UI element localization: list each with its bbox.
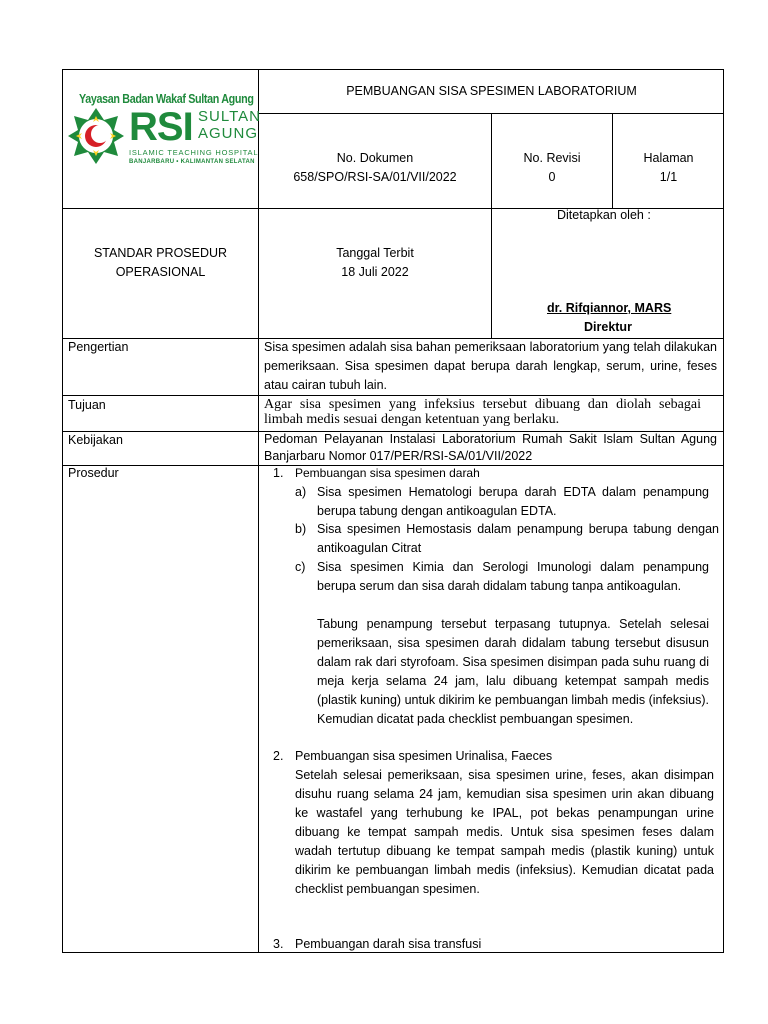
tujuan-text: Agar sisa spesimen yang infeksius tersebut dibuang dan diolah sebagai limbah medis sesuai dengan ketentuan yang berlaku. bbox=[264, 397, 701, 427]
step-title: Pembuangan sisa spesimen darah bbox=[295, 466, 480, 480]
logo-word-agung: AGUNG bbox=[198, 125, 259, 142]
signer-name: dr. Rifqiannor, MARS bbox=[547, 301, 672, 315]
set-by-label: Ditetapkan oleh : bbox=[557, 208, 651, 222]
prosedur-label: Prosedur bbox=[68, 466, 119, 480]
kebijakan-text: Pedoman Pelayanan Instalasi Laboratorium Rumah Sakit Islam Sultan Agung Banjarbaru Nomor 017/PER/RSI-SA/01/VII/2022 bbox=[264, 432, 717, 463]
doc-number-value: 658/SPO/RSI-SA/01/VII/2022 bbox=[293, 170, 457, 184]
step-paragraph: Setelah selesai pemeriksaan, sisa spesimen urine, feses, akan disimpan disuhu ruang selama 24 jam, kemudian sisa spesimen urin akan dibuang ke wastafel yang terhubung ke IPAL, pot bekas penampungan urine dibuang ke tempat sampah medis. Untuk sisa spesimen feses dalam wadah tertutup dibuang ke tempat sampah medis (plastik kuning) untuk dikirim ke pembuangan limbah medis (infeksius). Kemudian dicatat pada checklist pembuangan spesimen. bbox=[295, 768, 714, 896]
substep-text: Sisa spesimen Hemostasis dalam penampung berupa tabung dengan antikoagulan Citrat bbox=[317, 522, 719, 555]
revision-label: No. Revisi bbox=[523, 151, 581, 165]
grid-line bbox=[63, 395, 724, 396]
tujuan-label: Tujuan bbox=[68, 398, 106, 412]
step-number: 1. bbox=[273, 466, 284, 480]
spo-label-line2: OPERASIONAL bbox=[115, 265, 206, 279]
logo-tagline: ISLAMIC TEACHING HOSPITAL bbox=[129, 148, 259, 157]
document-title: PEMBUANGAN SISA SPESIMEN LABORATORIUM bbox=[346, 84, 637, 98]
substep-label: b) bbox=[295, 522, 307, 536]
revision-value: 0 bbox=[548, 170, 556, 184]
substep-paragraph: Tabung penampung tersebut terpasang tutupnya. Setelah selesai pemeriksaan, sisa spesimen darah didalam tabung tersebut disusun dalam rak dari styrofoam. Sisa spesimen disimpan pada suhu ruang di meja kerja selama 24 jam, lalu dibuang ketempat sampah medis (plastik kuning) untuk dikirim ke pembuangan limbah medis (infeksius). Kemudian dicatat pada checklist pembuangan spesimen. bbox=[317, 617, 709, 726]
step-number: 2. bbox=[273, 749, 284, 763]
kebijakan-label: Kebijakan bbox=[68, 433, 123, 447]
spo-document bbox=[62, 69, 724, 953]
crescent-star-emblem-icon bbox=[66, 106, 126, 166]
logo-mark: RSI bbox=[129, 105, 193, 149]
issue-date-label: Tanggal Terbit bbox=[336, 246, 414, 260]
page-value: 1/1 bbox=[659, 170, 678, 184]
step-title: Pembuangan sisa spesimen Urinalisa, Faeces bbox=[295, 749, 553, 763]
logo-word-sultan: SULTAN bbox=[198, 108, 261, 125]
substep-label: c) bbox=[295, 560, 306, 574]
page-label: Halaman bbox=[643, 151, 694, 165]
spo-label-line1: STANDAR PROSEDUR bbox=[93, 246, 228, 260]
pengertian-label: Pengertian bbox=[68, 340, 129, 354]
issue-date-value: 18 Juli 2022 bbox=[341, 265, 409, 279]
substep-text: Sisa spesimen Kimia dan Serologi Imunologi dalam penampung berupa serum dan sisa darah didalam tabung tanpa antikoagulan. bbox=[317, 560, 709, 593]
grid-line bbox=[258, 70, 259, 953]
step-number: 3. bbox=[273, 937, 284, 951]
substep-text: Sisa spesimen Hematologi berupa darah EDTA dalam penampung berupa tabung dengan antikoagulan EDTA. bbox=[317, 485, 709, 518]
logo-location: BANJARBARU • KALIMANTAN SELATAN bbox=[129, 159, 255, 165]
grid-line bbox=[491, 113, 492, 338]
doc-number-label: No. Dokumen bbox=[336, 151, 414, 165]
hospital-logo bbox=[66, 92, 261, 174]
substep-label: a) bbox=[295, 485, 307, 499]
logo-org-name: Yayasan Badan Wakaf Sultan Agung bbox=[79, 92, 254, 106]
signer-title: Direktur bbox=[584, 320, 632, 334]
pengertian-text: Sisa spesimen adalah sisa bahan pemeriksaan laboratorium yang telah dilakukan pemeriksaan. Sisa spesimen dapat berupa darah lengkap, serum, urine, feses atau cairan tubuh lain. bbox=[264, 340, 717, 392]
step-title: Pembuangan darah sisa transfusi bbox=[295, 937, 482, 951]
